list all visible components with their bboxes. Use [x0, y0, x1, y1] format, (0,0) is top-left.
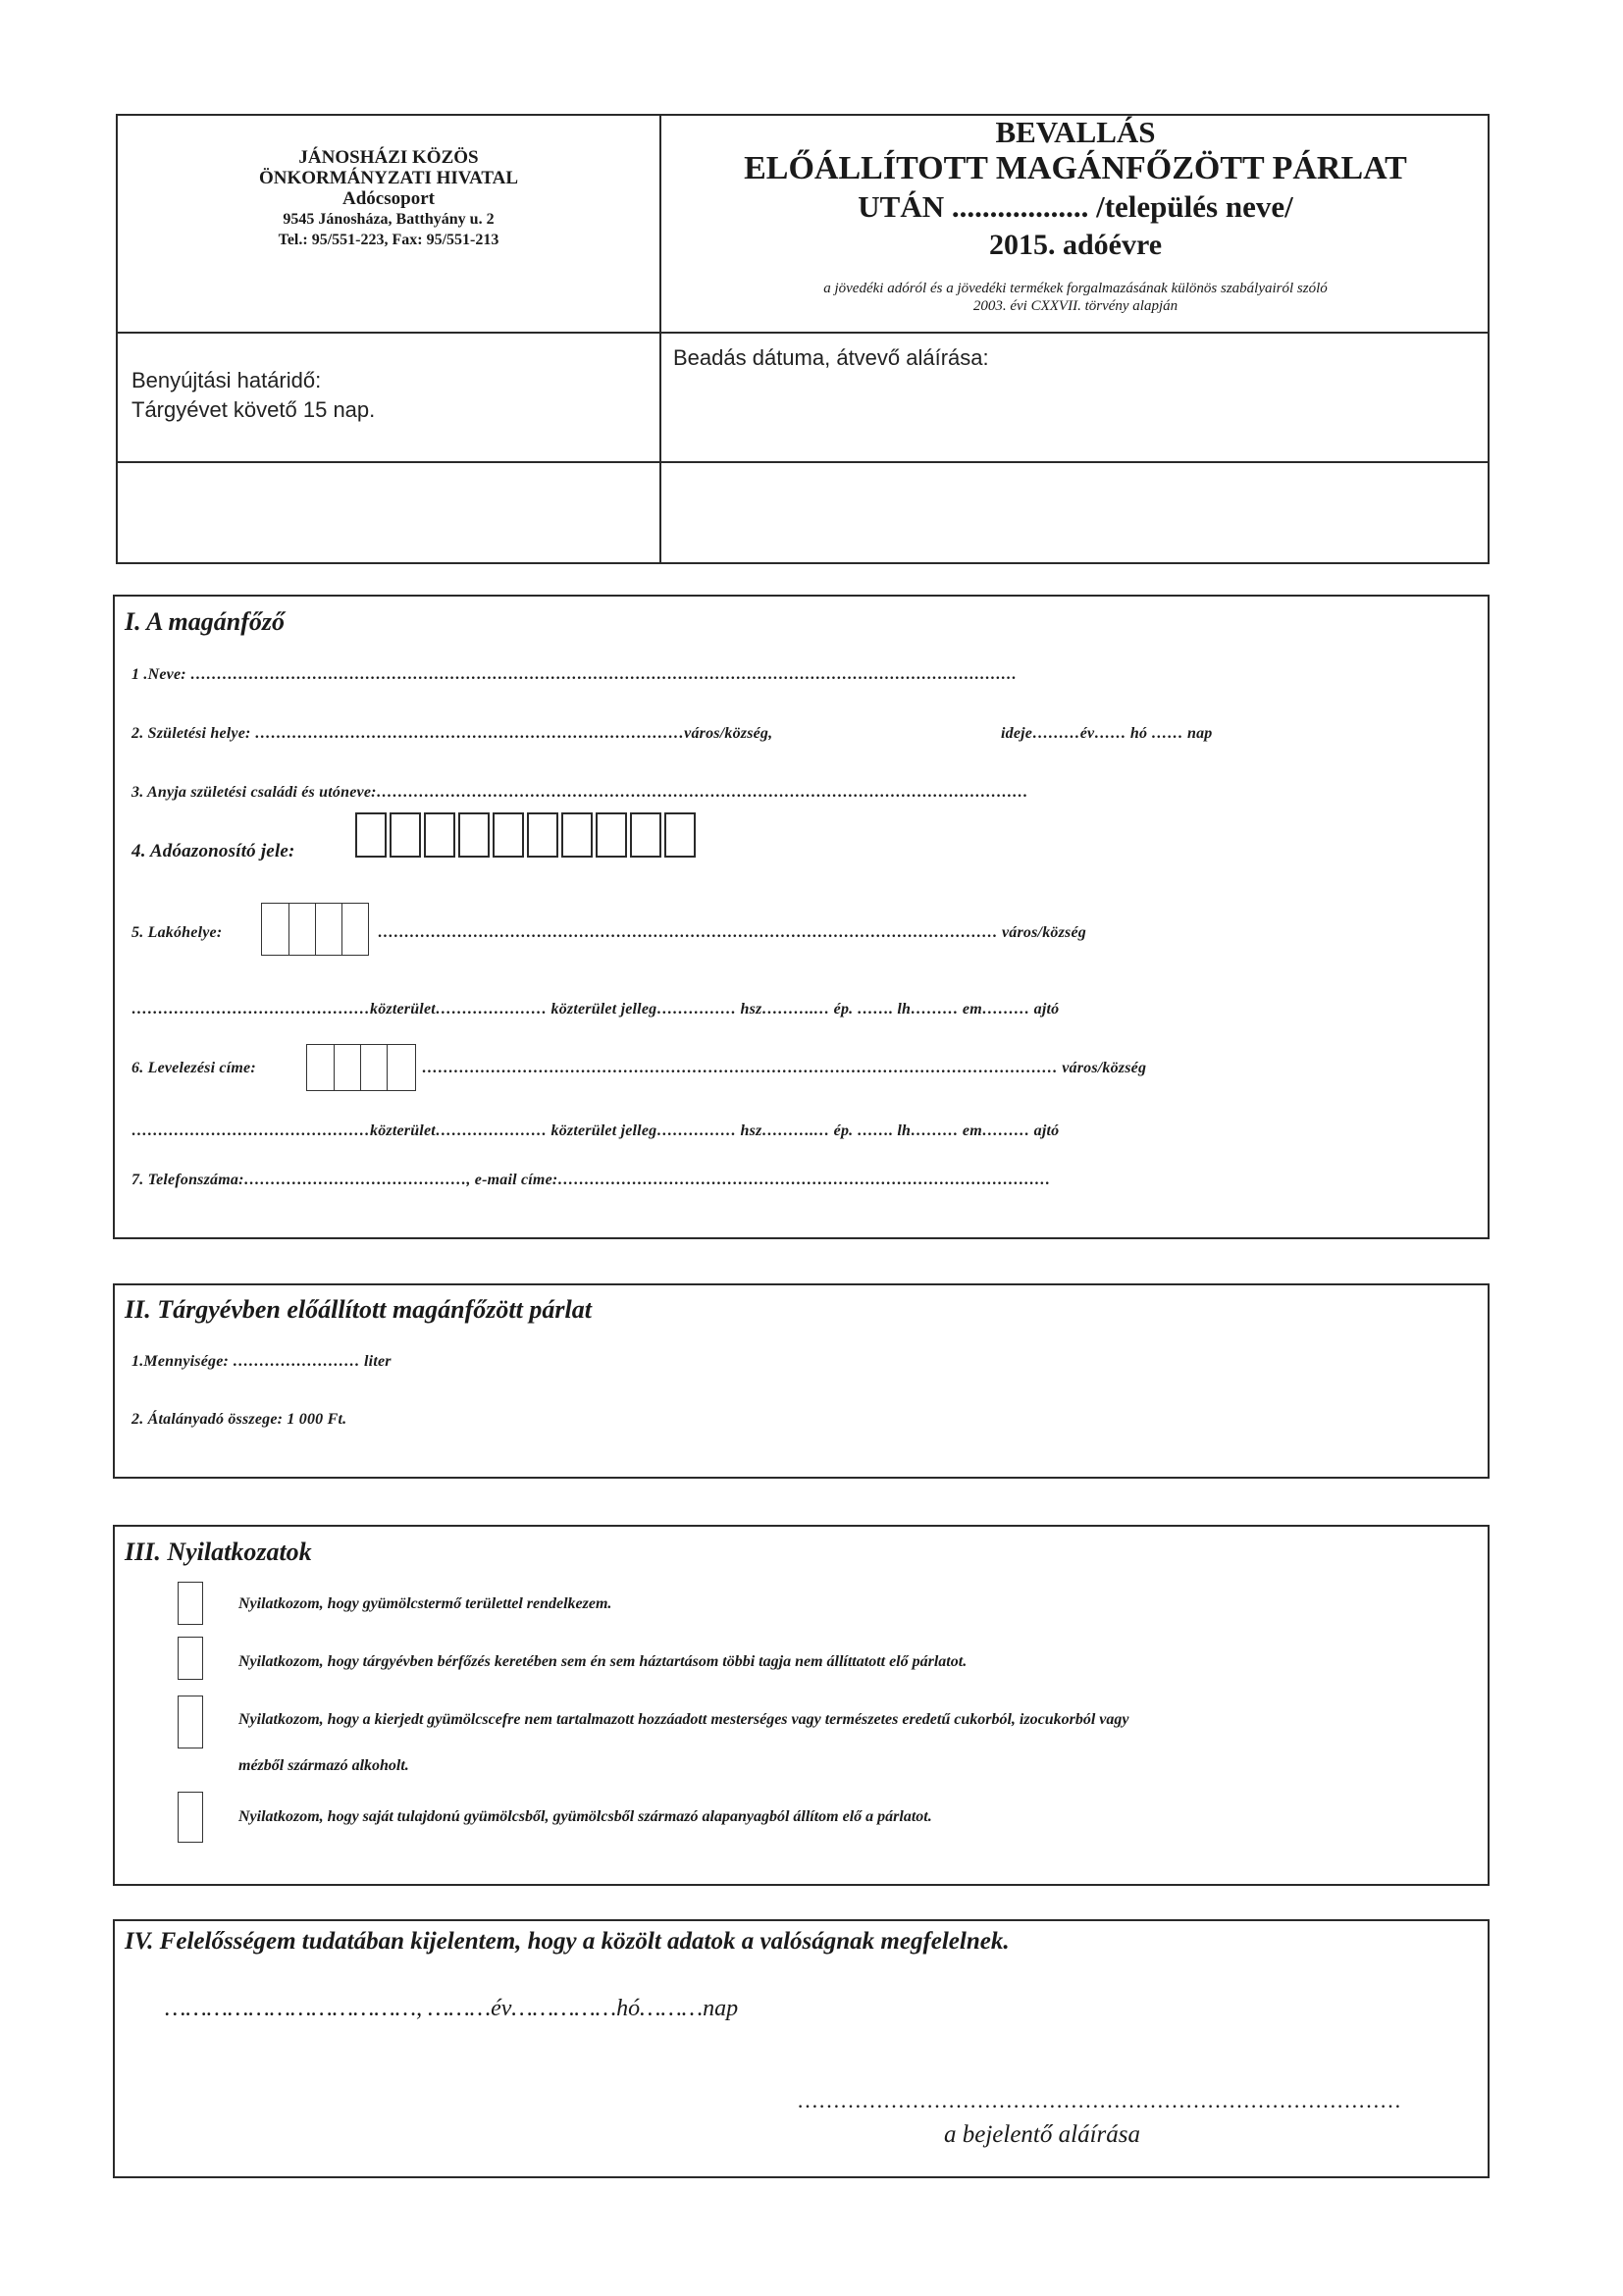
office-address: 9545 Jánosháza, Batthyány u. 2 [283, 211, 495, 228]
submission-date-label: Beadás dátuma, átvevő aláírása: [673, 345, 989, 370]
section-4-title: IV. Felelősségem tudatában kijelentem, hogy a közölt adatok a valóságnak megfelelnek. [125, 1928, 1010, 1955]
residence-postcode-boxes[interactable] [261, 903, 369, 956]
birthplace-field[interactable]: 2. Születési helye: ………………………………………………………………………város/község, [131, 725, 773, 742]
mother-name-field[interactable]: 3. Anyja születési családi és utóneve:…………………………………………………………………………………………………………… [131, 784, 1028, 801]
residence-city-field[interactable]: ……………………………………………………………………………………………………… város/község [378, 924, 1086, 941]
signature-line[interactable]: ………………………………………………………………………… [797, 2088, 1401, 2113]
tax-id-box[interactable] [390, 812, 421, 858]
section-2-title: II. Tárgyévben előállított magánfőzött párlat [125, 1295, 592, 1324]
tax-id-box[interactable] [527, 812, 558, 858]
mailing-postcode-boxes[interactable] [306, 1044, 416, 1091]
tax-id-box[interactable] [355, 812, 387, 858]
office-name-line1: JÁNOSHÁZI KÖZÖS [298, 147, 479, 168]
mailing-city-field[interactable]: ………………………………………………………………………………………………………… város/község [422, 1060, 1147, 1076]
declaration-checkbox-1[interactable] [178, 1582, 203, 1625]
mailing-address-label: 6. Levelezési címe: [131, 1060, 256, 1076]
declaration-checkbox-3[interactable] [178, 1696, 203, 1748]
form-tax-year: 2015. adóévre [988, 229, 1163, 261]
legal-reference [661, 280, 1490, 315]
residence-street-field[interactable]: ………………………………………közterület………………… közterület jelleg…………… hsz……….… ép. ……. lh……… em……… ajtó [131, 1001, 1060, 1018]
deadline-block [131, 366, 375, 425]
tax-id-box[interactable] [664, 812, 696, 858]
header-divider-1 [116, 332, 1490, 334]
form-title: BEVALLÁS [995, 115, 1156, 149]
legal-reference-line1: a jövedéki adóról és a jövedéki termékek forgalmazásának különös szabályairól szóló [823, 281, 1328, 296]
form-settlement-line: UTÁN .................. /település neve/ [858, 189, 1293, 224]
tax-id-box[interactable] [596, 812, 627, 858]
legal-reference-line2: 2003. évi CXXVII. törvény alapján [972, 298, 1178, 314]
declaration-text-4: Nyilatkozom, hogy saját tulajdonú gyümölcsből, gyümölcsből származó alapanyagból állítom elő a párlatot. [238, 1808, 932, 1825]
tax-id-box[interactable] [630, 812, 661, 858]
quantity-field[interactable]: 1.Mennyisége: …………………… liter [131, 1353, 392, 1370]
form-title-block [661, 116, 1490, 265]
section-1-title: I. A magánfőző [125, 607, 286, 636]
declaration-text-1: Nyilatkozom, hogy gyümölcstermő területtel rendelkezem. [238, 1595, 612, 1612]
section-4-box [113, 1919, 1490, 2178]
tax-id-box[interactable] [424, 812, 455, 858]
tax-id-box[interactable] [458, 812, 490, 858]
declaration-checkbox-4[interactable] [178, 1792, 203, 1843]
tax-id-label: 4. Adóazonosító jele: [131, 841, 295, 861]
tax-id-box[interactable] [493, 812, 524, 858]
declaration-text-3: Nyilatkozom, hogy a kierjedt gyümölcscefre nem tartalmazott hozzáadott mesterséges vagy természetes eredetű cukorból, izocukorból vagy [238, 1711, 1129, 1728]
section-3-box [113, 1525, 1490, 1886]
residence-label: 5. Lakóhelye: [131, 924, 223, 941]
declaration-text-2: Nyilatkozom, hogy tárgyévben bérfőzés keretében sem én sem háztartásom többi tagja nem állíttatott elő párlatot. [238, 1653, 968, 1670]
declaration-checkbox-2[interactable] [178, 1637, 203, 1680]
phone-email-field[interactable]: 7. Telefonszáma:……………………………………, e-mail címe:………………………………………………………………………………… [131, 1172, 1051, 1188]
mailing-street-field[interactable]: ………………………………………közterület………………… közterület jelleg…………… hsz……….… ép. ……. lh……… em……… ajtó [131, 1122, 1060, 1139]
deadline-value: Tárgyévet követő 15 nap. [131, 397, 376, 422]
form-subtitle: ELŐÁLLÍTOTT MAGÁNFŐZÖTT PÁRLAT [744, 150, 1407, 186]
birthdate-field[interactable]: ideje………év…… hó …… nap [1001, 725, 1213, 742]
office-name-line2: ÖNKORMÁNYZATI HIVATAL [258, 168, 519, 188]
signing-date-line[interactable]: ………………………………, ………év……………hó………nap [165, 1996, 739, 2021]
office-block [118, 147, 659, 250]
section-3-title: III. Nyilatkozatok [125, 1538, 312, 1566]
office-department: Adócsoport [342, 188, 435, 209]
office-phone: Tel.: 95/551-223, Fax: 95/551-213 [278, 232, 499, 248]
tax-id-box[interactable] [561, 812, 593, 858]
tax-id-boxes[interactable] [355, 812, 699, 858]
signature-label: a bejelentő aláírása [944, 2121, 1140, 2148]
header-divider-2 [116, 461, 1490, 463]
lump-sum-tax-field: 2. Átalányadó összege: 1 000 Ft. [131, 1411, 347, 1428]
name-field[interactable]: 1 .Neve: ………………………………………………………………………………………………………………………………………… [131, 666, 1018, 683]
deadline-label: Benyújtási határidő: [131, 368, 322, 392]
declaration-text-3-continued: mézből származó alkoholt. [238, 1757, 409, 1774]
